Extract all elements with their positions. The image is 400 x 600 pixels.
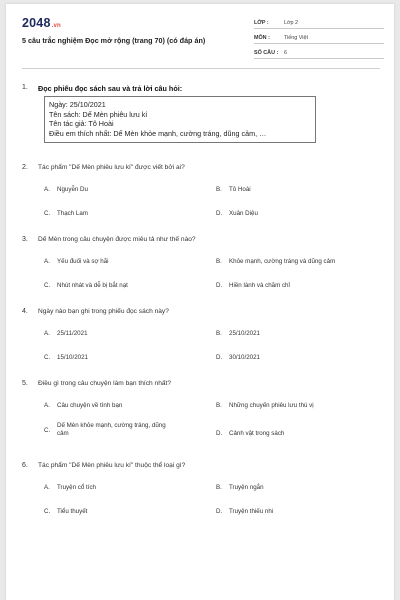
option-b[interactable] bbox=[216, 186, 251, 194]
option-letter: B. bbox=[216, 484, 222, 491]
option-text: Những chuyến phiêu lưu thú vị bbox=[229, 402, 314, 409]
meta-value: Tiếng Việt bbox=[284, 35, 308, 41]
logo-tld-text: .vn bbox=[51, 23, 61, 29]
option-text: Câu chuyện về tình bạn bbox=[57, 402, 123, 409]
option-letter: B. bbox=[216, 330, 222, 337]
option-text: Hiền lành và chăm chỉ bbox=[229, 282, 290, 289]
reading-card-box bbox=[44, 96, 316, 143]
meta-label: MÔN : bbox=[254, 35, 270, 41]
option-text: Nhút nhát và dễ bị bắt nạt bbox=[57, 282, 128, 289]
option-a[interactable] bbox=[44, 402, 122, 410]
option-letter: B. bbox=[216, 186, 222, 193]
question-text: Dế Mèn trong câu chuyện được miêu tả như thế nào? bbox=[38, 236, 196, 243]
option-text: 15/10/2021 bbox=[57, 354, 88, 361]
document-title: 5 câu trắc nghiệm Đọc mở rộng (trang 70) (có đáp án) bbox=[22, 36, 206, 45]
meta-info bbox=[254, 16, 384, 61]
meta-row-class bbox=[254, 16, 384, 29]
option-b[interactable] bbox=[216, 484, 264, 492]
option-text: Dế Mèn khỏe mạnh, cường tráng, dũng cảm bbox=[57, 422, 166, 437]
option-c[interactable] bbox=[44, 508, 87, 516]
question-text: Tác phẩm "Dế Mèn phiêu lưu kí" thuộc thể loại gì? bbox=[38, 462, 186, 469]
question-number: 2. bbox=[22, 164, 28, 171]
option-d[interactable] bbox=[216, 430, 284, 438]
question-text: Tác phẩm "Dế Mèn phiêu lưu kí" được viết bởi ai? bbox=[38, 164, 185, 171]
option-text: Cảnh vật trong sách bbox=[229, 430, 285, 437]
option-letter: C. bbox=[44, 282, 51, 289]
option-letter: A. bbox=[44, 484, 50, 491]
meta-value: 6 bbox=[284, 50, 287, 56]
option-b[interactable] bbox=[216, 330, 260, 338]
option-text: Khỏe mạnh, cường tráng và dũng cảm bbox=[229, 258, 336, 265]
site-logo[interactable] bbox=[22, 16, 61, 30]
reading-card-line: Tên sách: Dế Mèn phiêu lưu kí bbox=[49, 109, 148, 119]
option-letter: D. bbox=[216, 210, 223, 217]
option-d[interactable] bbox=[216, 354, 260, 362]
option-c[interactable] bbox=[44, 282, 128, 290]
option-letter: C. bbox=[44, 508, 51, 515]
option-text: 25/11/2021 bbox=[57, 330, 88, 337]
logo-main-text: 2048 bbox=[22, 16, 51, 30]
option-d[interactable] bbox=[216, 210, 258, 218]
option-c[interactable] bbox=[44, 210, 88, 218]
reading-card-line: Tên tác giả: Tô Hoài bbox=[49, 119, 114, 129]
meta-row-count bbox=[254, 46, 384, 59]
question-text: Điều gì trong câu chuyện làm bạn thích nhất? bbox=[38, 380, 172, 387]
option-letter: D. bbox=[216, 430, 223, 437]
option-letter: C. bbox=[44, 354, 51, 361]
meta-row-subject bbox=[254, 31, 384, 44]
option-letter: D. bbox=[216, 282, 223, 289]
option-b[interactable] bbox=[216, 402, 314, 410]
question-number: 1. bbox=[22, 84, 28, 91]
option-letter: B. bbox=[216, 258, 222, 265]
question-number: 3. bbox=[22, 236, 28, 243]
option-a[interactable] bbox=[44, 330, 88, 338]
option-a[interactable] bbox=[44, 186, 88, 194]
option-letter: A. bbox=[44, 258, 50, 265]
option-text: Thạch Lam bbox=[57, 210, 88, 217]
meta-value: Lớp 2 bbox=[284, 20, 299, 26]
header-divider bbox=[22, 68, 380, 69]
option-text: Xuân Diệu bbox=[229, 210, 258, 217]
question-text: Ngày nào bạn ghi trong phiếu đọc sách này? bbox=[38, 308, 169, 315]
option-text: 25/10/2021 bbox=[229, 330, 260, 337]
option-c[interactable] bbox=[44, 422, 173, 438]
question-number: 4. bbox=[22, 308, 28, 315]
option-letter: C. bbox=[44, 210, 51, 217]
option-text: 30/10/2021 bbox=[229, 354, 260, 361]
option-text: Truyện thiếu nhi bbox=[229, 508, 274, 515]
option-a[interactable] bbox=[44, 484, 96, 492]
option-letter: C. bbox=[44, 426, 51, 434]
question-text: Đọc phiếu đọc sách sau và trả lời câu hỏi: bbox=[38, 84, 183, 93]
option-letter: B. bbox=[216, 402, 222, 409]
option-text: Tiểu thuyết bbox=[57, 508, 88, 515]
option-d[interactable] bbox=[216, 282, 290, 290]
option-b[interactable] bbox=[216, 258, 335, 266]
option-text: Tô Hoài bbox=[229, 186, 251, 193]
option-text: Truyện cổ tích bbox=[57, 484, 96, 491]
option-letter: D. bbox=[216, 508, 223, 515]
option-c[interactable] bbox=[44, 354, 88, 362]
option-text: Yếu đuối và sợ hãi bbox=[57, 258, 109, 265]
option-letter: A. bbox=[44, 186, 50, 193]
worksheet-page bbox=[6, 4, 394, 600]
option-letter: A. bbox=[44, 330, 50, 337]
option-text: Truyện ngắn bbox=[229, 484, 264, 491]
meta-label: LỚP : bbox=[254, 20, 269, 26]
reading-card-line: Ngày: 25/10/2021 bbox=[49, 100, 106, 109]
option-a[interactable] bbox=[44, 258, 109, 266]
reading-card-line: Điều em thích nhất: Dế Mèn khỏe mạnh, cường tráng, dũng cảm, … bbox=[49, 128, 267, 138]
option-letter: A. bbox=[44, 402, 50, 409]
question-number: 5. bbox=[22, 380, 28, 387]
question-number: 6. bbox=[22, 462, 28, 469]
option-letter: D. bbox=[216, 354, 223, 361]
option-d[interactable] bbox=[216, 508, 273, 516]
option-text: Nguyễn Du bbox=[57, 186, 88, 193]
meta-label: SỐ CÂU : bbox=[254, 50, 279, 56]
